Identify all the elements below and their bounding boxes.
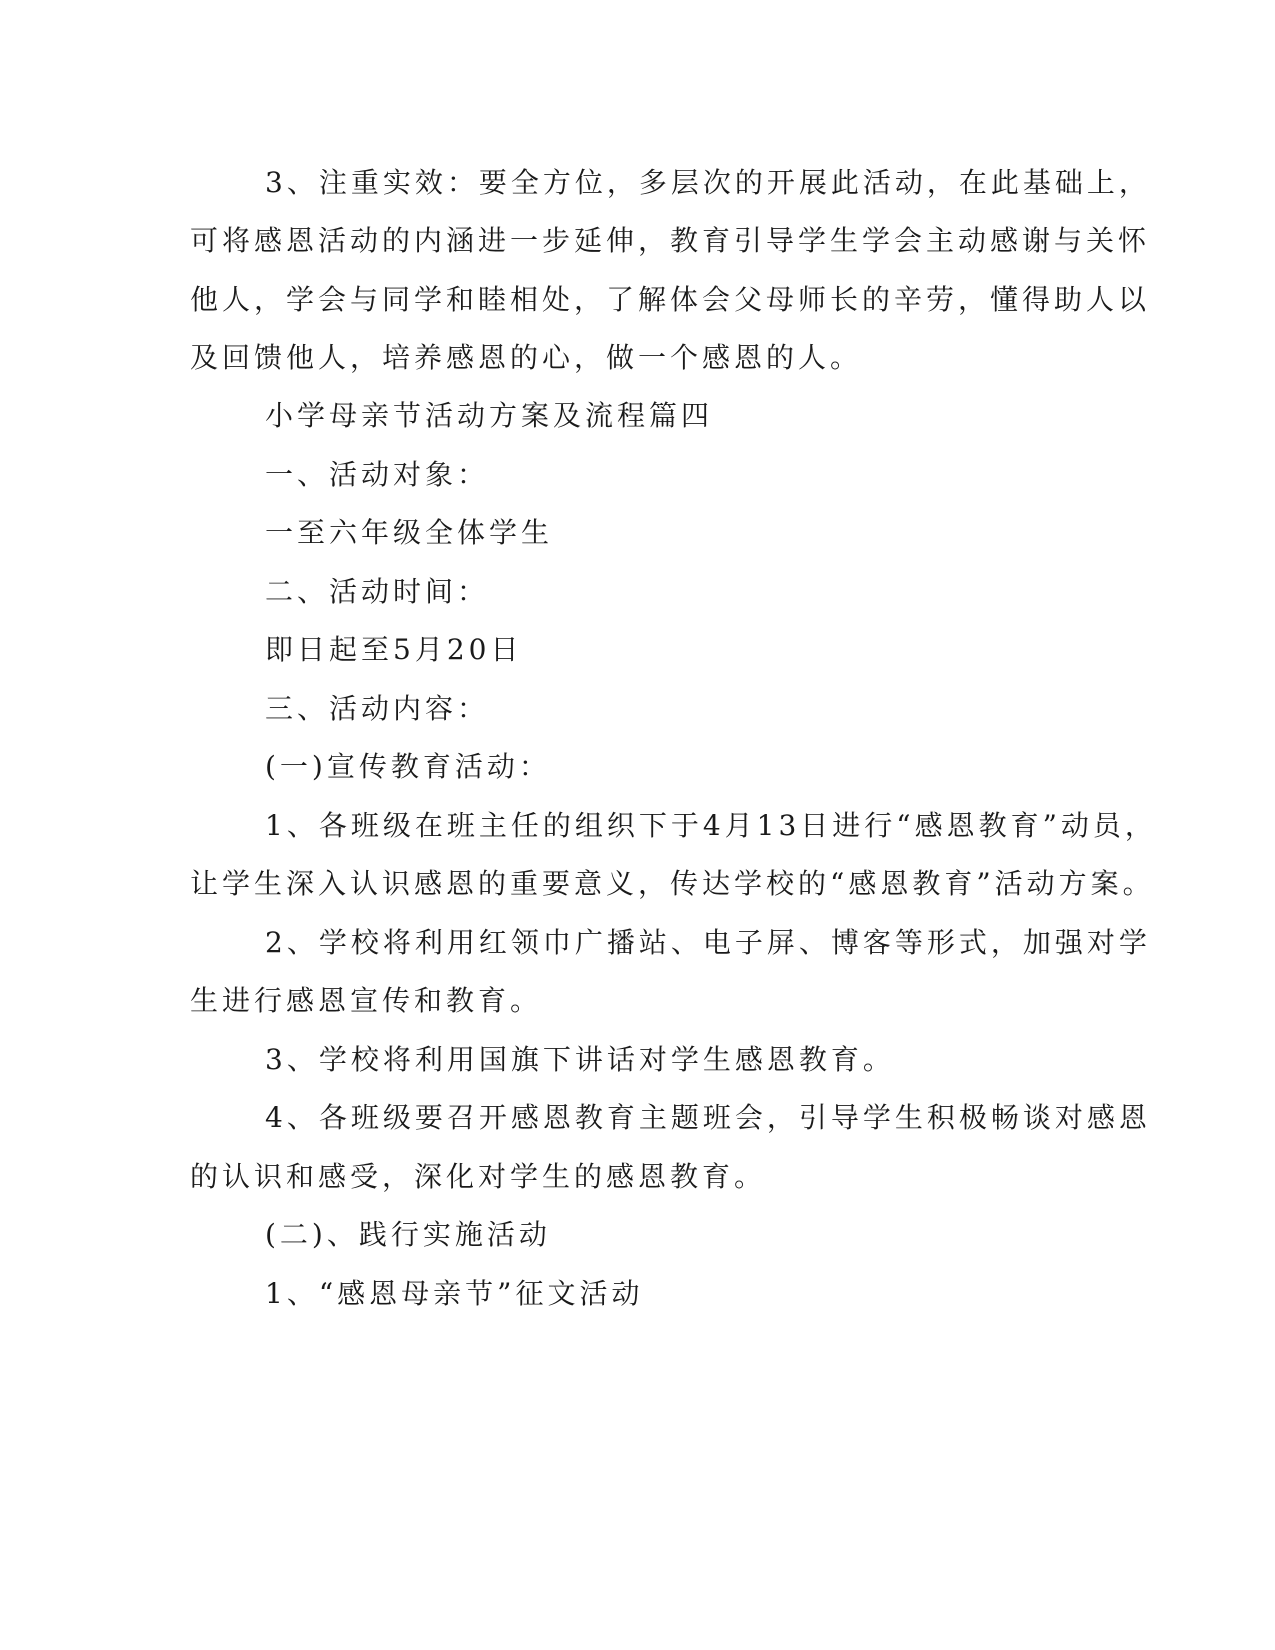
- paragraph-line: (二)、践行实施活动: [265, 1218, 551, 1251]
- paragraph-line: (一)宣传教育活动：: [265, 750, 551, 783]
- paragraph-line: 3、学校将利用国旗下讲话对学生感恩教育。: [265, 1043, 895, 1076]
- paragraph-line: 1、各班级在班主任的组织下于4月13日进行“感恩教育”动员，: [265, 809, 1157, 842]
- paragraph-line: 2、学校将利用红领巾广播站、电子屏、博客等形式，加强对学: [265, 926, 1151, 959]
- paragraph-line: 他人，学会与同学和睦相处，了解体会父母师长的辛劳，懂得助人以: [190, 283, 1151, 316]
- paragraph-line: 3、注重实效：要全方位，多层次的开展此活动，在此基础上，: [265, 166, 1151, 199]
- paragraph-line: 即日起至5月20日: [265, 633, 523, 666]
- paragraph-line: 1、“感恩母亲节”征文活动: [265, 1277, 644, 1310]
- paragraph-line: 可将感恩活动的内涵进一步延伸，教育引导学生学会主动感谢与关怀: [190, 224, 1151, 257]
- paragraph-line: 生进行感恩宣传和教育。: [190, 984, 543, 1017]
- paragraph-line: 的认识和感受，深化对学生的感恩教育。: [190, 1160, 767, 1193]
- paragraph-line: 三、活动内容：: [265, 692, 490, 725]
- paragraph-line: 让学生深入认识感恩的重要意义，传达学校的“感恩教育”活动方案。: [190, 867, 1155, 900]
- paragraph-line: 二、活动时间：: [265, 575, 490, 608]
- paragraph-line: 及回馈他人，培养感恩的心，做一个感恩的人。: [190, 341, 863, 374]
- paragraph-line: 一、活动对象：: [265, 458, 490, 491]
- paragraph-line: 一至六年级全体学生: [265, 516, 554, 549]
- paragraph-line: 4、各班级要召开感恩教育主题班会，引导学生积极畅谈对感恩: [265, 1101, 1151, 1134]
- section-heading: 小学母亲节活动方案及流程篇四: [265, 399, 714, 432]
